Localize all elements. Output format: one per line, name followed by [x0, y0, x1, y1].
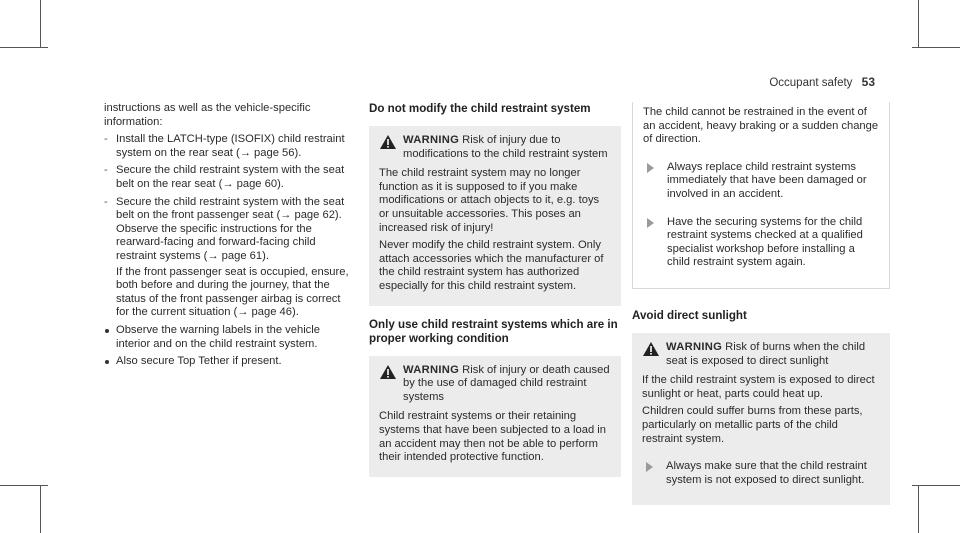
crop-mark — [918, 0, 919, 48]
crop-mark — [912, 47, 960, 48]
crop-mark — [918, 485, 919, 533]
bullet-item: Also secure Top Tether if present. — [104, 355, 350, 369]
action-step: Always make sure that the child restraint system is not exposed to direct sunlight. — [642, 460, 880, 487]
column-1 — [104, 102, 350, 373]
warning-text: Never modify the child restraint system. Only attach accessories which the manufacturer of the child restraint system has authorized especially for this child restraint system. — [379, 239, 604, 292]
list-item: - Secure the child restraint system with the seat belt on the front passenger seat (→ page 62). Observe the specific instructions for the rearward-facing and forward-facing child restraint systems (→ page 61). If the front passenger seat is occupied, ensure, both before and during the journey, that the status of the front passenger airbag is correct for the current situation (→ page 46). — [104, 196, 350, 320]
section-heading: Do not modify the child restraint system — [369, 102, 591, 115]
crop-mark — [912, 485, 960, 486]
warning-continuation-box — [632, 102, 890, 289]
arrow-right-icon — [647, 218, 654, 228]
action-step: Have the securing systems for the child restraint systems checked at a qualified specialist workshop before installing a child restraint system again. — [643, 216, 879, 270]
bullet-item: Observe the warning labels in the vehicle interior and on the child restraint system. — [104, 324, 350, 351]
warning-box — [632, 333, 890, 505]
warning-box — [369, 356, 621, 477]
warning-text: The child cannot be restrained in the event of an accident, heavy braking or a sudden change of direction. — [643, 106, 879, 146]
warning-text: If the child restraint system is exposed to direct sunlight or heat, parts could heat up. — [642, 374, 875, 400]
warning-text: Children could suffer burns from these parts, particularly on metallic parts of the child restraint system. — [642, 405, 863, 445]
column-3 — [632, 102, 890, 517]
arrow-right-icon — [647, 163, 654, 173]
warning-text: The child restraint system may no longer function as it is supposed to if you make modifications or attach objects to it, e.g. toys or unsuitable accessories. This poses an increased risk of injury! — [379, 167, 600, 234]
warning-label: WARNING — [403, 363, 460, 376]
warning-triangle-icon — [642, 341, 660, 357]
section-title: Occupant safety — [769, 77, 853, 89]
column-2 — [369, 102, 621, 489]
warning-title: Risk of burns when the child seat is exposed to direct sunlight — [666, 340, 866, 367]
warning-box — [369, 126, 621, 306]
section-heading: Avoid direct sunlight — [632, 308, 747, 322]
crop-mark — [40, 485, 41, 533]
crop-mark — [40, 0, 41, 48]
list-item-note: If the front passenger seat is occupied, ensure, both before and during the journey, that the status of the front passenger airbag is correct for the current situation (→ page 46). — [116, 265, 349, 319]
warning-label: WARNING — [666, 340, 723, 353]
page-header — [769, 75, 875, 89]
warning-triangle-icon — [379, 134, 397, 150]
warning-title: Risk of injury due to modifications to the child restraint system — [403, 134, 608, 160]
warning-text: Child restraint systems or their retaining systems that have been subjected to a load in an accident may then not be able to perform their intended protective function. — [379, 410, 607, 464]
crop-mark — [0, 485, 48, 486]
arrow-right-icon — [646, 462, 653, 472]
intro-text: instructions as well as the vehicle-specific information: — [104, 102, 311, 128]
warning-triangle-icon — [379, 364, 397, 380]
warning-label: WARNING — [403, 134, 460, 146]
page-number: 53 — [861, 75, 875, 89]
action-step: Always replace child restraint systems immediately that have been damaged or involved in an accident. — [643, 161, 879, 202]
section-heading: Only use child restraint systems which are in proper working condition — [369, 317, 618, 345]
list-item: - Secure the child restraint system with the seat belt on the rear seat (→ page 60). — [104, 164, 350, 191]
warning-title: Risk of injury or death caused by the use of damaged child restraint systems — [403, 363, 610, 403]
list-item: - Install the LATCH-type (ISOFIX) child restraint system on the rear seat (→ page 56). — [104, 133, 350, 160]
crop-mark — [0, 47, 48, 48]
